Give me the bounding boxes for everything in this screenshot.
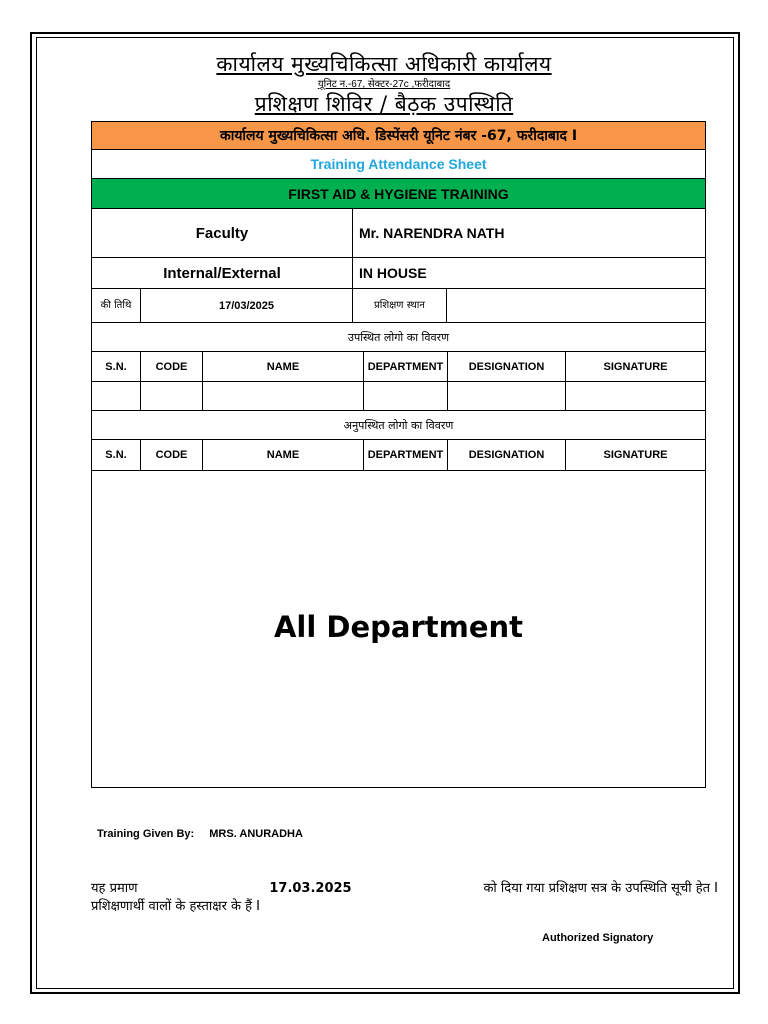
present-section-row xyxy=(92,323,705,352)
type-label: Internal/External xyxy=(163,264,281,282)
note-date: 17.03.2025 xyxy=(269,881,352,896)
attendance-table xyxy=(91,121,706,471)
col-department: DEPARTMENT xyxy=(363,352,447,381)
training-name: FIRST AID & HYGIENE TRAINING xyxy=(288,185,509,202)
type-row xyxy=(92,258,705,289)
present-section-title: उपस्थित लोगो का विवरण xyxy=(347,330,450,344)
note-line1-end: को दिया गया प्रशिक्षण सत्र के उपस्थिति सूची हेत I xyxy=(483,881,718,896)
col-signature: SIGNATURE xyxy=(565,440,705,470)
date-value: 17/03/2025 xyxy=(140,289,352,322)
certification-note xyxy=(91,880,718,916)
present-header-row xyxy=(92,352,705,382)
absent-header-row xyxy=(92,440,705,471)
note-line2: प्रशिक्षणार्थी वालों के हस्ताक्षर के हैं I xyxy=(91,899,261,914)
org-banner-row xyxy=(92,121,705,150)
col-signature: SIGNATURE xyxy=(565,352,705,381)
place-value xyxy=(446,289,705,322)
place-label: प्रशिक्षण स्थान xyxy=(352,289,446,322)
authorized-signatory: Authorized Signatory xyxy=(542,932,654,944)
col-sn: S.N. xyxy=(105,449,127,461)
absent-section-title: अनुपस्थित लोगो का विवरण xyxy=(343,418,454,432)
sheet-title: Training Attendance Sheet xyxy=(310,156,487,172)
col-code: CODE xyxy=(140,352,202,381)
faculty-value: Mr. NARENDRA NATH xyxy=(352,209,705,257)
present-empty-row xyxy=(92,382,705,411)
org-banner: कार्यालय मुख्यचिकित्सा अधि. डिस्पेंसरी यूनिट नंबर -67, फरीदाबाद I xyxy=(219,128,578,144)
col-sn: S.N. xyxy=(105,360,127,373)
note-line1-start: यह प्रमाण xyxy=(91,881,138,896)
header-office-title: कार्यालय मुख्यचिकित्सा अधिकारी कार्यालय xyxy=(216,52,552,76)
all-department-text: All Department xyxy=(273,610,524,644)
sheet-title-row xyxy=(92,150,705,179)
given-by-value: MRS. ANURADHA xyxy=(209,828,303,840)
header-camp-title: प्रशिक्षण शिविर / बैठ़क उपस्थिति xyxy=(254,92,514,116)
col-code: CODE xyxy=(140,440,202,470)
date-label: की तिथि xyxy=(100,300,132,311)
col-department: DEPARTMENT xyxy=(363,440,447,470)
header-address: यूनिट न.-67, सेक्टर-27c ,फरीदाबाद xyxy=(317,79,451,90)
training-name-row xyxy=(92,179,705,209)
col-designation: DESIGNATION xyxy=(447,352,565,381)
absent-section-row xyxy=(92,411,705,440)
training-given-by xyxy=(97,828,303,840)
col-name: NAME xyxy=(202,440,363,470)
date-place-row xyxy=(92,289,705,323)
col-name: NAME xyxy=(202,352,363,381)
faculty-row xyxy=(92,209,705,258)
type-value: IN HOUSE xyxy=(352,258,705,288)
given-by-label: Training Given By: xyxy=(97,828,195,840)
col-designation: DESIGNATION xyxy=(447,440,565,470)
faculty-label: Faculty xyxy=(195,224,249,242)
